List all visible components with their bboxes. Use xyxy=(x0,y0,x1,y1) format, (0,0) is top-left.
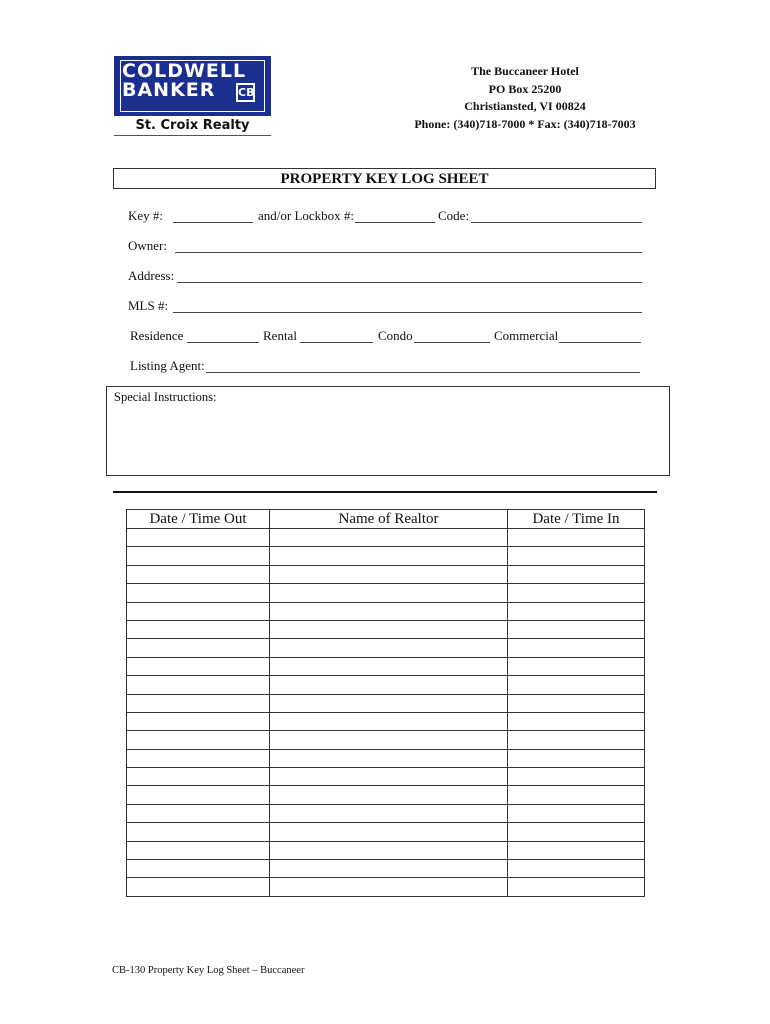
table-row xyxy=(127,620,645,638)
date-time-in-cell[interactable] xyxy=(508,694,645,712)
date-time-out-cell[interactable] xyxy=(127,657,270,675)
address-line-2: PO Box 25200 xyxy=(488,81,562,96)
office-address xyxy=(410,63,640,133)
date-time-in-cell[interactable] xyxy=(508,547,645,565)
realtor-name-cell[interactable] xyxy=(270,657,508,675)
residence-label: Residence xyxy=(130,328,184,343)
key-row xyxy=(128,208,643,226)
date-time-in-cell[interactable] xyxy=(508,841,645,859)
address-row xyxy=(128,268,643,286)
date-time-out-cell[interactable] xyxy=(127,841,270,859)
page-title: PROPERTY KEY LOG SHEET xyxy=(113,168,656,189)
commercial-field[interactable] xyxy=(559,342,641,343)
table-row xyxy=(127,529,645,547)
cb-mark-icon: CB xyxy=(236,83,255,102)
mls-field[interactable] xyxy=(173,312,642,313)
lockbox-label: and/or Lockbox #: xyxy=(258,208,355,223)
table-row xyxy=(127,731,645,749)
owner-field[interactable] xyxy=(175,252,642,253)
realtor-name-cell[interactable] xyxy=(270,768,508,786)
table-row xyxy=(127,547,645,565)
key-log-table xyxy=(126,509,645,897)
table-row xyxy=(127,786,645,804)
address-field[interactable] xyxy=(177,282,642,283)
table-body xyxy=(127,529,645,897)
table-row xyxy=(127,602,645,620)
realtor-name-cell[interactable] xyxy=(270,712,508,730)
form-footer: CB-130 Property Key Log Sheet – Buccaneer xyxy=(112,965,305,976)
date-time-out-cell[interactable] xyxy=(127,768,270,786)
realtor-name-cell[interactable] xyxy=(270,860,508,878)
date-time-out-cell[interactable] xyxy=(127,878,270,896)
date-time-in-cell[interactable] xyxy=(508,749,645,767)
date-time-in-cell[interactable] xyxy=(508,768,645,786)
date-time-in-cell[interactable] xyxy=(508,657,645,675)
date-time-out-cell[interactable] xyxy=(127,694,270,712)
date-time-out-cell[interactable] xyxy=(127,584,270,602)
date-time-out-cell[interactable] xyxy=(127,676,270,694)
logo-line2: BANKER xyxy=(122,79,216,101)
date-time-in-cell[interactable] xyxy=(508,860,645,878)
realtor-name-cell[interactable] xyxy=(270,823,508,841)
logo-badge xyxy=(114,56,271,116)
date-time-out-cell[interactable] xyxy=(127,529,270,547)
logo-line1: COLDWELL xyxy=(122,60,247,82)
date-time-out-cell[interactable] xyxy=(127,823,270,841)
address-line-1: The Buccaneer Hotel xyxy=(471,64,579,78)
realtor-name-cell[interactable] xyxy=(270,529,508,547)
date-time-out-cell[interactable] xyxy=(127,602,270,620)
realtor-name-cell[interactable] xyxy=(270,602,508,620)
realtor-name-cell[interactable] xyxy=(270,547,508,565)
date-time-out-cell[interactable] xyxy=(127,547,270,565)
table-row xyxy=(127,768,645,786)
date-time-out-cell[interactable] xyxy=(127,620,270,638)
realtor-name-cell[interactable] xyxy=(270,841,508,859)
table-row xyxy=(127,657,645,675)
code-field[interactable] xyxy=(471,222,642,223)
realtor-name-cell[interactable] xyxy=(270,878,508,896)
realtor-name-cell[interactable] xyxy=(270,639,508,657)
mls-label: MLS #: xyxy=(128,298,169,313)
condo-label: Condo xyxy=(378,328,413,343)
date-time-out-cell[interactable] xyxy=(127,731,270,749)
realtor-name-cell[interactable] xyxy=(270,804,508,822)
section-divider xyxy=(113,491,657,493)
realtor-name-cell[interactable] xyxy=(270,786,508,804)
rental-label: Rental xyxy=(263,328,297,343)
date-time-out-cell[interactable] xyxy=(127,749,270,767)
date-time-in-cell[interactable] xyxy=(508,602,645,620)
commercial-label: Commercial xyxy=(494,328,559,343)
address-line-4: Phone: (340)718-7000 * Fax: (340)718-7003 xyxy=(414,116,636,131)
date-time-in-cell[interactable] xyxy=(508,529,645,547)
realtor-name-cell[interactable] xyxy=(270,749,508,767)
table-row xyxy=(127,749,645,767)
realtor-name-cell[interactable] xyxy=(270,584,508,602)
header-date-time-out: Date / Time Out xyxy=(127,510,270,529)
condo-field[interactable] xyxy=(414,342,490,343)
header-date-time-in: Date / Time In xyxy=(508,510,645,529)
date-time-in-cell[interactable] xyxy=(508,639,645,657)
realtor-name-cell[interactable] xyxy=(270,676,508,694)
listing-agent-field[interactable] xyxy=(206,372,640,373)
listing-agent-row xyxy=(130,358,642,376)
date-time-in-cell[interactable] xyxy=(508,878,645,896)
date-time-in-cell[interactable] xyxy=(508,565,645,583)
realtor-name-cell[interactable] xyxy=(270,694,508,712)
date-time-in-cell[interactable] xyxy=(508,786,645,804)
key-field[interactable] xyxy=(173,222,253,223)
table-row xyxy=(127,676,645,694)
table-row xyxy=(127,694,645,712)
residence-field[interactable] xyxy=(187,342,259,343)
owner-row xyxy=(128,238,643,256)
date-time-out-cell[interactable] xyxy=(127,804,270,822)
table-row xyxy=(127,712,645,730)
realtor-name-cell[interactable] xyxy=(270,565,508,583)
table-header-row xyxy=(127,510,645,529)
table-row xyxy=(127,878,645,896)
date-time-in-cell[interactable] xyxy=(508,804,645,822)
date-time-in-cell[interactable] xyxy=(508,712,645,730)
table-row xyxy=(127,565,645,583)
lockbox-field[interactable] xyxy=(355,222,435,223)
table-row xyxy=(127,860,645,878)
address-line-3: Christiansted, VI 00824 xyxy=(464,99,586,113)
table-row xyxy=(127,584,645,602)
date-time-in-cell[interactable] xyxy=(508,731,645,749)
address-label: Address: xyxy=(128,268,175,283)
owner-label: Owner: xyxy=(128,238,167,253)
listing-agent-label: Listing Agent: xyxy=(130,358,205,373)
rental-field[interactable] xyxy=(300,342,373,343)
date-time-out-cell[interactable] xyxy=(127,565,270,583)
date-time-out-cell[interactable] xyxy=(127,860,270,878)
mls-row xyxy=(128,298,643,316)
date-time-in-cell[interactable] xyxy=(508,620,645,638)
date-time-in-cell[interactable] xyxy=(508,584,645,602)
table-row xyxy=(127,804,645,822)
realtor-name-cell[interactable] xyxy=(270,731,508,749)
table-row xyxy=(127,823,645,841)
coldwell-banker-logo xyxy=(114,56,271,136)
date-time-in-cell[interactable] xyxy=(508,823,645,841)
header-name-of-realtor: Name of Realtor xyxy=(270,510,508,529)
date-time-out-cell[interactable] xyxy=(127,712,270,730)
property-type-row xyxy=(130,328,642,346)
code-label: Code: xyxy=(438,208,470,223)
realtor-name-cell[interactable] xyxy=(270,620,508,638)
special-instructions-box[interactable] xyxy=(106,386,670,476)
date-time-out-cell[interactable] xyxy=(127,786,270,804)
special-instructions-label: Special Instructions: xyxy=(114,390,217,404)
date-time-in-cell[interactable] xyxy=(508,676,645,694)
key-label: Key #: xyxy=(128,208,164,223)
date-time-out-cell[interactable] xyxy=(127,639,270,657)
logo-subtitle: St. Croix Realty xyxy=(135,118,250,133)
table-row xyxy=(127,639,645,657)
table-row xyxy=(127,841,645,859)
logo-underline xyxy=(114,135,271,136)
